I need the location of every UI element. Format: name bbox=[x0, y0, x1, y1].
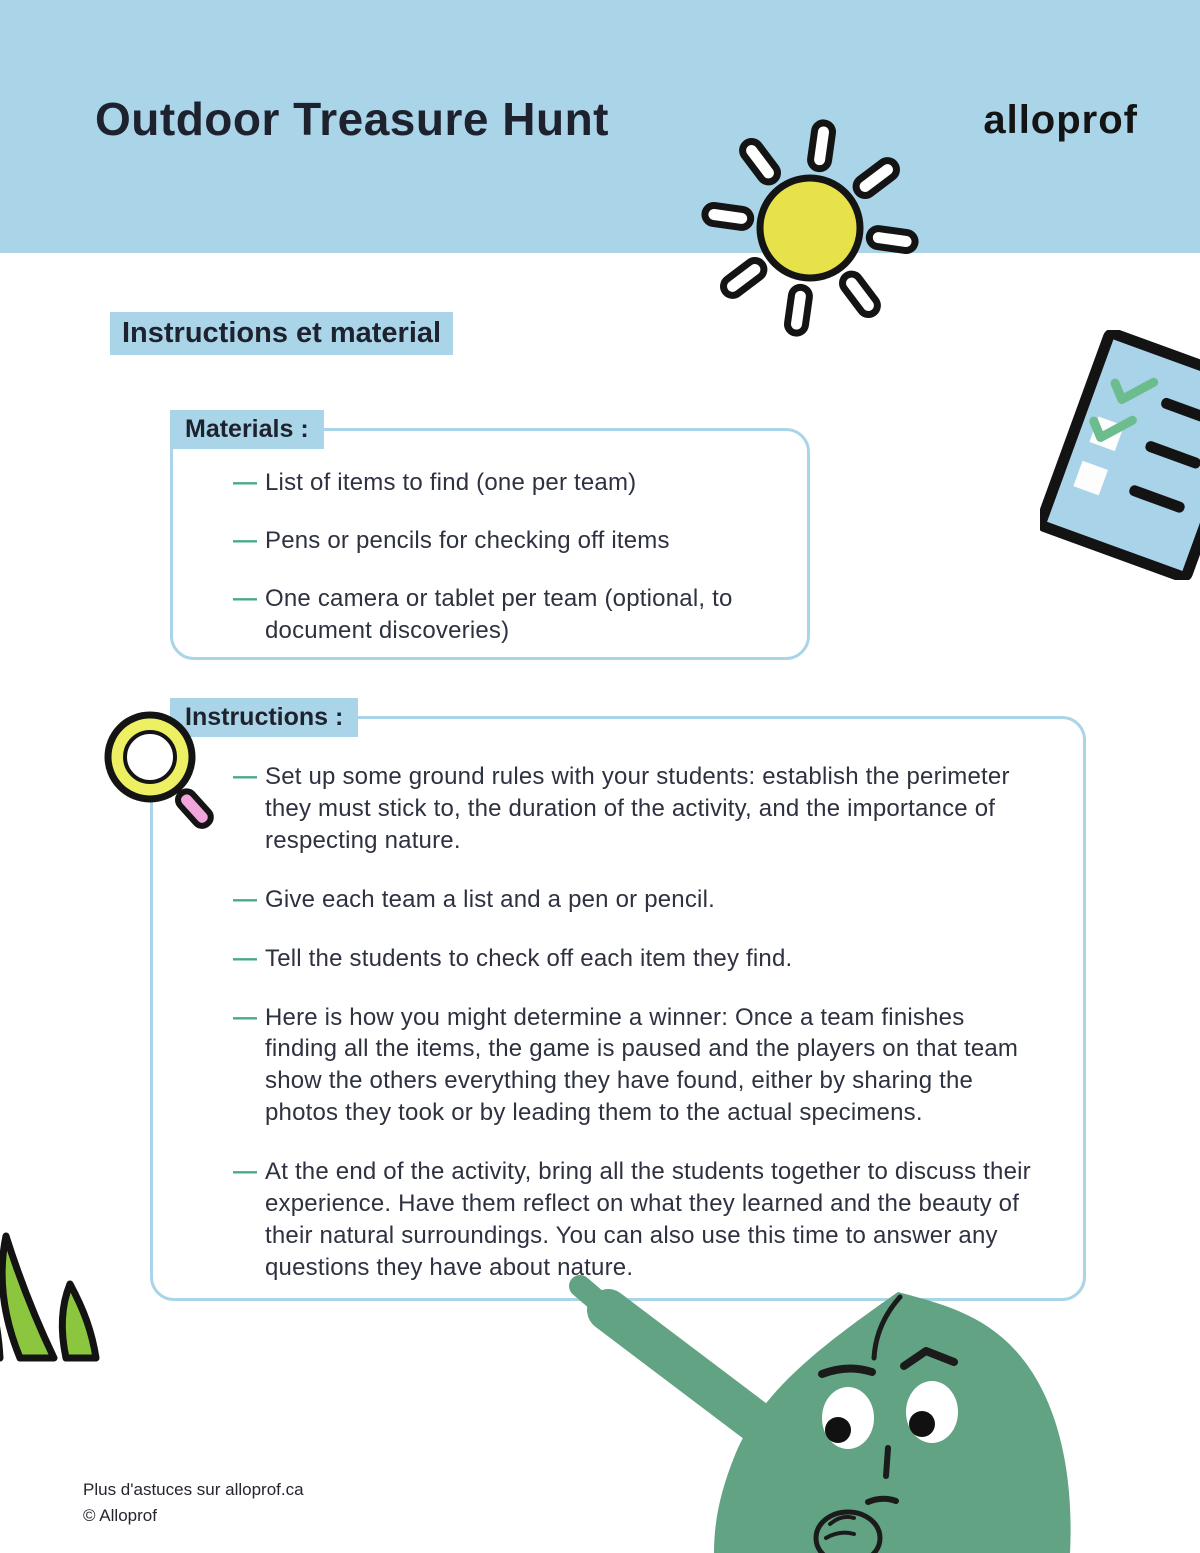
checklist-icon bbox=[1040, 330, 1200, 580]
footer-line-2: © Alloprof bbox=[83, 1505, 157, 1525]
materials-item: — List of items to find (one per team) bbox=[235, 467, 777, 499]
mascot-icon bbox=[530, 1270, 1090, 1553]
instructions-item: — Here is how you might determine a winner: Once a team finishes finding all the items, the game is paused and the players on that team show the others everything they have found, either by sharing the photos they took or by leading them to the actual specimens. bbox=[235, 1002, 1043, 1130]
sun-icon bbox=[700, 118, 920, 338]
materials-label: Materials : bbox=[170, 410, 324, 449]
materials-item: — Pens or pencils for checking off items bbox=[235, 525, 777, 557]
instructions-item: — At the end of the activity, bring all the students together to discuss their experience. Have them reflect on what they learned and the beauty of their natural surroundings. You can also use this time to answer any questions they have about nature. bbox=[235, 1156, 1043, 1284]
materials-item: — One camera or tablet per team (optional, to document discoveries) bbox=[235, 583, 777, 647]
alloprof-logo: alloprof bbox=[983, 98, 1138, 142]
instructions-box bbox=[150, 716, 1086, 1301]
footer-line-1: Plus d'astuces sur alloprof.ca bbox=[83, 1480, 304, 1499]
instructions-label: Instructions : bbox=[170, 698, 358, 737]
grass-icon bbox=[0, 1226, 150, 1366]
page-title: Outdoor Treasure Hunt bbox=[95, 93, 609, 145]
instructions-item: — Give each team a list and a pen or pencil. bbox=[235, 884, 1043, 916]
magnifying-glass-icon bbox=[98, 702, 228, 842]
section-heading: Instructions et material bbox=[110, 312, 453, 355]
instructions-item: — Tell the students to check off each item they find. bbox=[235, 943, 1043, 975]
footer bbox=[83, 1477, 304, 1528]
materials-box bbox=[170, 428, 810, 660]
instructions-item: — Set up some ground rules with your students: establish the perimeter they must stick to, the duration of the activity, and the importance of respecting nature. bbox=[235, 761, 1043, 857]
